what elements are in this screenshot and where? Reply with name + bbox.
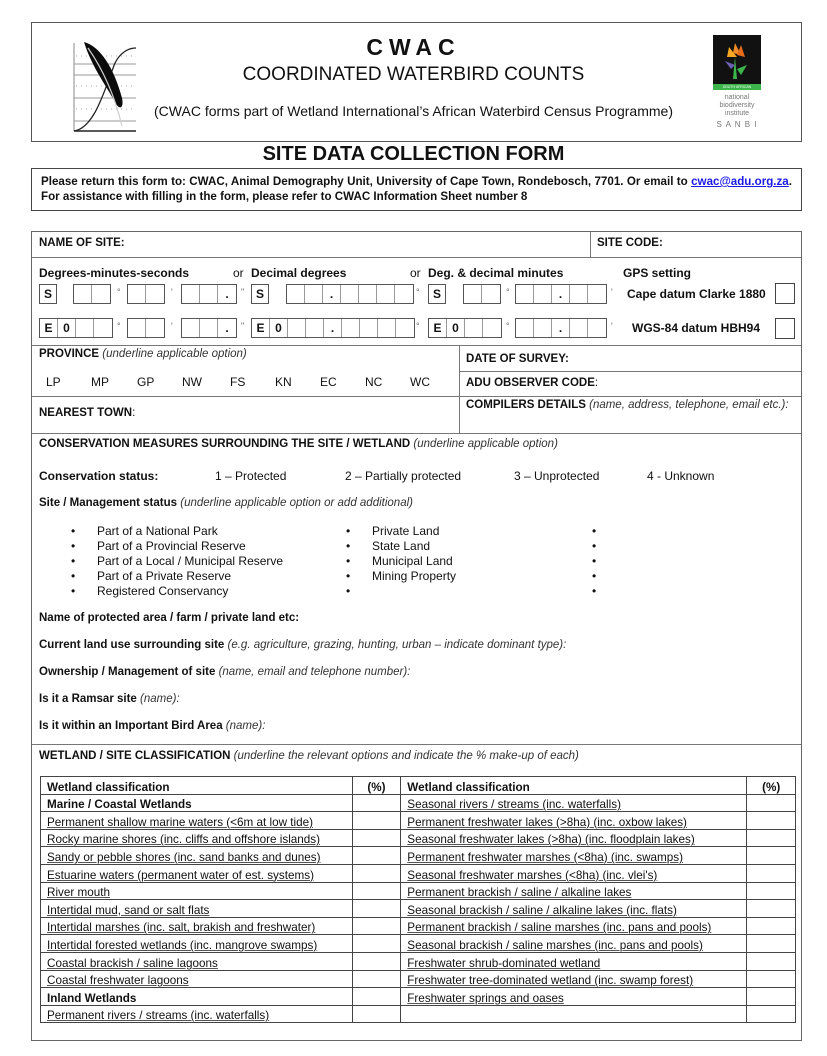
province-option-wc[interactable]: WC — [410, 375, 430, 389]
wetland-type[interactable]: Rocky marine shores (inc. cliffs and offshore islands) — [41, 829, 353, 847]
form-title: SITE DATA COLLECTION FORM — [262, 143, 565, 165]
wetland-type[interactable]: Freshwater shrub-dominated wetland — [401, 952, 747, 970]
status-option-unprotected[interactable]: 3 – Unprotected — [514, 469, 600, 483]
divider — [459, 346, 460, 433]
lat-hemisphere-box: S — [39, 284, 57, 304]
land-use-label: Current land use surrounding site (e.g. agriculture, grazing, hunting, urban – indicate dominant type): — [39, 639, 567, 651]
divider — [32, 396, 801, 397]
wetland-type[interactable]: Seasonal brackish / saline / alkaline lakes (inc. flats) — [401, 900, 747, 918]
lat-hemisphere-box: S — [428, 284, 446, 304]
compilers-details-label: COMPILERS DETAILS (name, address, telephone, email etc.): — [466, 399, 789, 411]
ownership-label: Ownership / Management of site (name, email and telephone number): — [39, 666, 411, 678]
wetland-type[interactable]: Permanent brackish / saline marshes (inc. pans and pools) — [401, 917, 747, 935]
ramsar-site-label: Is it a Ramsar site (name): — [39, 693, 180, 705]
province-option-fs[interactable]: FS — [230, 375, 246, 389]
divider — [32, 744, 801, 745]
col-header-percent: (%) — [747, 777, 796, 795]
percent-input[interactable] — [747, 847, 796, 865]
province-option-lp[interactable]: LP — [46, 375, 61, 389]
mgmt-option[interactable]: • Mining Property — [346, 569, 456, 584]
management-options-col1 — [71, 524, 283, 599]
wetland-type[interactable]: Permanent freshwater lakes (>8ha) (inc. oxbow lakes) — [401, 812, 747, 830]
nearest-town-label: NEAREST TOWN: — [39, 407, 136, 419]
second-symbol: " — [241, 287, 245, 297]
province-option-ec[interactable]: EC — [320, 375, 337, 389]
percent-input[interactable] — [352, 829, 401, 847]
lon-hemisphere-box: E 0 — [39, 318, 113, 338]
table-row — [41, 970, 796, 988]
second-symbol: " — [241, 321, 245, 331]
decimal-degrees-label: Decimal degrees — [251, 266, 347, 280]
wetland-type[interactable]: Intertidal forested wetlands (inc. mangrove swamps) — [41, 935, 353, 953]
mgmt-option[interactable]: • Part of a Local / Municipal Reserve — [71, 554, 283, 569]
percent-input[interactable] — [747, 900, 796, 918]
dd-lat-input[interactable]: . — [286, 284, 414, 304]
table-row — [41, 829, 796, 847]
percent-input[interactable] — [747, 812, 796, 830]
wetland-type[interactable]: Intertidal mud, sand or salt flats — [41, 900, 353, 918]
mgmt-option[interactable]: • Municipal Land — [346, 554, 456, 569]
wetland-type[interactable]: Permanent brackish / saline / alkaline lakes — [401, 882, 747, 900]
minute-symbol: ' — [611, 321, 613, 331]
degree-symbol: ° — [416, 287, 420, 297]
wetland-type[interactable]: Sandy or pebble shores (inc. sand banks and dunes) — [41, 847, 353, 865]
notice-text-before: Please return this form to: CWAC, Animal Demography Unit, University of Cape Town, Rondebosch, 7701. Or email to — [41, 175, 692, 188]
wetland-type[interactable]: Coastal brackish / saline lagoons — [41, 952, 353, 970]
sanbi-line-3: institute — [724, 110, 750, 117]
mgmt-option-blank[interactable] — [592, 584, 618, 599]
date-of-survey-label: DATE OF SURVEY: — [466, 353, 569, 365]
percent-input[interactable] — [352, 917, 401, 935]
dms-lon-minutes-input[interactable] — [127, 318, 165, 338]
divider — [32, 345, 801, 346]
wetland-type[interactable]: Estuarine waters (permanent water of est. systems) — [41, 864, 353, 882]
wetland-type-blank[interactable] — [401, 1005, 747, 1023]
dms-lat-degrees-input[interactable] — [73, 284, 111, 304]
percent-input[interactable] — [352, 847, 401, 865]
col-header-classification: Wetland classification — [41, 777, 353, 795]
gps-setting-label: GPS setting — [623, 266, 692, 280]
col-header-percent: (%) — [352, 777, 401, 795]
category-heading: Inland Wetlands — [41, 988, 353, 1006]
percent-input[interactable] — [747, 952, 796, 970]
percent-input[interactable] — [747, 988, 796, 1006]
lat-hemisphere-box: S — [251, 284, 269, 304]
percent-input[interactable] — [352, 952, 401, 970]
percent-input[interactable] — [352, 988, 401, 1006]
conservation-heading: CONSERVATION MEASURES SURROUNDING THE SITE / WETLAND (underline applicable option) — [39, 438, 558, 450]
percent-input[interactable] — [352, 812, 401, 830]
province-option-nw[interactable]: NW — [182, 375, 202, 389]
or-label: or — [233, 266, 244, 280]
percent-input[interactable] — [352, 935, 401, 953]
management-options-col2 — [346, 524, 456, 599]
table-row — [41, 812, 796, 830]
cwac-subtitle: COORDINATED WATERBIRD COUNTS — [242, 64, 585, 85]
category-heading: Marine / Coastal Wetlands — [41, 794, 353, 812]
wetland-type[interactable]: Intertidal marshes (inc. salt, brakish and freshwater) — [41, 917, 353, 935]
table-header-row — [41, 777, 796, 795]
sanbi-band-text: SOUTH AFRICAN — [722, 85, 752, 89]
minute-symbol: ' — [171, 287, 173, 297]
status-option-unknown[interactable]: 4 - Unknown — [647, 469, 715, 483]
email-link[interactable]: cwac@adu.org.za — [691, 175, 789, 188]
minute-symbol: ' — [171, 321, 173, 331]
minute-symbol: ' — [611, 287, 613, 297]
wetland-type[interactable]: Permanent freshwater marshes (<8ha) (inc. swamps) — [401, 847, 747, 865]
sanbi-line-1: national — [724, 94, 750, 101]
province-option-nc[interactable]: NC — [365, 375, 383, 389]
province-option-mp[interactable]: MP — [91, 375, 109, 389]
table-row — [41, 988, 796, 1006]
table-row — [41, 794, 796, 812]
degree-symbol: ° — [506, 321, 510, 331]
protected-area-name-label: Name of protected area / farm / private land etc: — [39, 612, 300, 624]
mgmt-option-blank[interactable] — [346, 584, 456, 599]
management-status-label: Site / Management status (underline applicable option or add additional) — [39, 497, 413, 509]
percent-input[interactable] — [352, 794, 401, 812]
dms-lat-seconds-input[interactable]: . — [181, 284, 237, 304]
percent-input[interactable] — [747, 829, 796, 847]
table-row — [41, 917, 796, 935]
mgmt-option[interactable]: • Part of a Private Reserve — [71, 569, 283, 584]
mgmt-option[interactable]: • Part of a National Park — [71, 524, 283, 539]
ddm-label: Deg. & decimal minutes — [428, 266, 564, 280]
table-row — [41, 952, 796, 970]
divider — [590, 232, 591, 258]
ddm-lat-degrees-input[interactable] — [463, 284, 501, 304]
wetland-type[interactable]: Freshwater tree-dominated wetland (inc. swamp forest) — [401, 970, 747, 988]
percent-input[interactable] — [747, 917, 796, 935]
wetland-classification-heading: WETLAND / SITE CLASSIFICATION (underline the relevant options and indicate the % make-up of each) — [39, 750, 579, 762]
ddm-lon-degrees-input[interactable]: E 0 — [428, 318, 502, 338]
percent-input[interactable] — [747, 935, 796, 953]
degree-symbol: ° — [117, 287, 121, 297]
percent-input[interactable] — [747, 794, 796, 812]
divider — [460, 371, 801, 372]
degree-symbol: ° — [117, 321, 121, 331]
mgmt-option[interactable]: • Registered Conservancy — [71, 584, 283, 599]
table-row — [41, 882, 796, 900]
wetland-type[interactable]: Coastal freshwater lagoons — [41, 970, 353, 988]
percent-input[interactable] — [352, 882, 401, 900]
dms-label: Degrees-minutes-seconds — [39, 266, 190, 280]
status-option-protected[interactable]: 1 – Protected — [215, 469, 287, 483]
province-option-gp[interactable]: GP — [137, 375, 155, 389]
cwac-program-note: (CWAC forms part of Wetland International’s African Waterbird Census Programme) — [154, 103, 673, 119]
wetland-type[interactable]: Freshwater springs and oases — [401, 988, 747, 1006]
gps-cape-checkbox[interactable] — [775, 283, 795, 304]
table-row — [41, 847, 796, 865]
percent-input[interactable] — [352, 864, 401, 882]
wetland-type[interactable]: Seasonal brackish / saline marshes (inc. pans and pools) — [401, 935, 747, 953]
percent-input[interactable] — [747, 882, 796, 900]
gps-option-wgs84: WGS-84 datum HBH94 — [632, 321, 761, 335]
wetland-type[interactable]: Seasonal rivers / streams (inc. waterfalls) — [401, 794, 747, 812]
mgmt-option-blank[interactable] — [592, 554, 618, 569]
observer-code-label: ADU OBSERVER CODE: — [466, 377, 599, 389]
important-bird-area-label: Is it within an Important Bird Area (name): — [39, 720, 266, 732]
gps-option-cape: Cape datum Clarke 1880 — [627, 287, 766, 301]
percent-input[interactable] — [747, 970, 796, 988]
degree-symbol: ° — [506, 287, 510, 297]
conservation-status-label: Conservation status: — [39, 469, 159, 483]
or-label: or — [410, 266, 421, 280]
sanbi-logo — [711, 33, 763, 133]
wetland-type[interactable]: Seasonal freshwater marshes (<8ha) (inc. vlei's) — [401, 864, 747, 882]
table-row — [41, 1005, 796, 1023]
ddm-lat-minutes-input[interactable]: . — [515, 284, 607, 304]
percent-input[interactable] — [352, 970, 401, 988]
divider — [32, 433, 801, 434]
site-name-label: NAME OF SITE: — [39, 237, 125, 249]
wetland-type[interactable]: River mouth — [41, 882, 353, 900]
mgmt-option[interactable]: • Part of a Provincial Reserve — [71, 539, 283, 554]
table-row — [41, 864, 796, 882]
province-label: PROVINCE (underline applicable option) — [39, 348, 247, 360]
sanbi-acronym: S A N B I — [716, 120, 758, 129]
wetland-type[interactable]: Permanent shallow marine waters (<6m at low tide) — [41, 812, 353, 830]
percent-input[interactable] — [352, 900, 401, 918]
cwac-title: CWAC — [366, 34, 461, 60]
notice-text-after: . For assistance with filling in the form, please refer to CWAC Information Sheet number 8 — [41, 175, 792, 203]
province-option-kn[interactable]: KN — [275, 375, 292, 389]
wetland-classification-table — [40, 776, 796, 1023]
wetland-type[interactable]: Seasonal freshwater lakes (>8ha) (inc. floodplain lakes) — [401, 829, 747, 847]
ddm-lon-minutes-input[interactable]: . — [515, 318, 607, 338]
dd-lon-input[interactable]: E 0 . — [251, 318, 415, 338]
percent-input[interactable] — [747, 1005, 796, 1023]
mgmt-option[interactable]: • Private Land — [346, 524, 456, 539]
mgmt-option-blank[interactable] — [592, 524, 618, 539]
mgmt-option-blank[interactable] — [592, 569, 618, 584]
table-row — [41, 900, 796, 918]
management-options-col3 — [592, 524, 618, 599]
site-code-label: SITE CODE: — [597, 237, 663, 249]
status-option-partially-protected[interactable]: 2 – Partially protected — [345, 469, 462, 483]
percent-input[interactable] — [747, 864, 796, 882]
dms-lon-seconds-input[interactable]: . — [181, 318, 237, 338]
mgmt-option-blank[interactable] — [592, 539, 618, 554]
sanbi-line-2: biodiversity — [719, 102, 755, 109]
degree-symbol: ° — [416, 321, 420, 331]
col-header-classification: Wetland classification — [401, 777, 747, 795]
divider — [32, 257, 801, 258]
mgmt-option[interactable]: • State Land — [346, 539, 456, 554]
table-row — [41, 935, 796, 953]
wetland-type[interactable]: Permanent rivers / streams (inc. waterfalls) — [41, 1005, 353, 1023]
percent-input[interactable] — [352, 1005, 401, 1023]
return-notice — [31, 168, 802, 211]
dms-lat-minutes-input[interactable] — [127, 284, 165, 304]
gps-wgs84-checkbox[interactable] — [775, 318, 795, 339]
